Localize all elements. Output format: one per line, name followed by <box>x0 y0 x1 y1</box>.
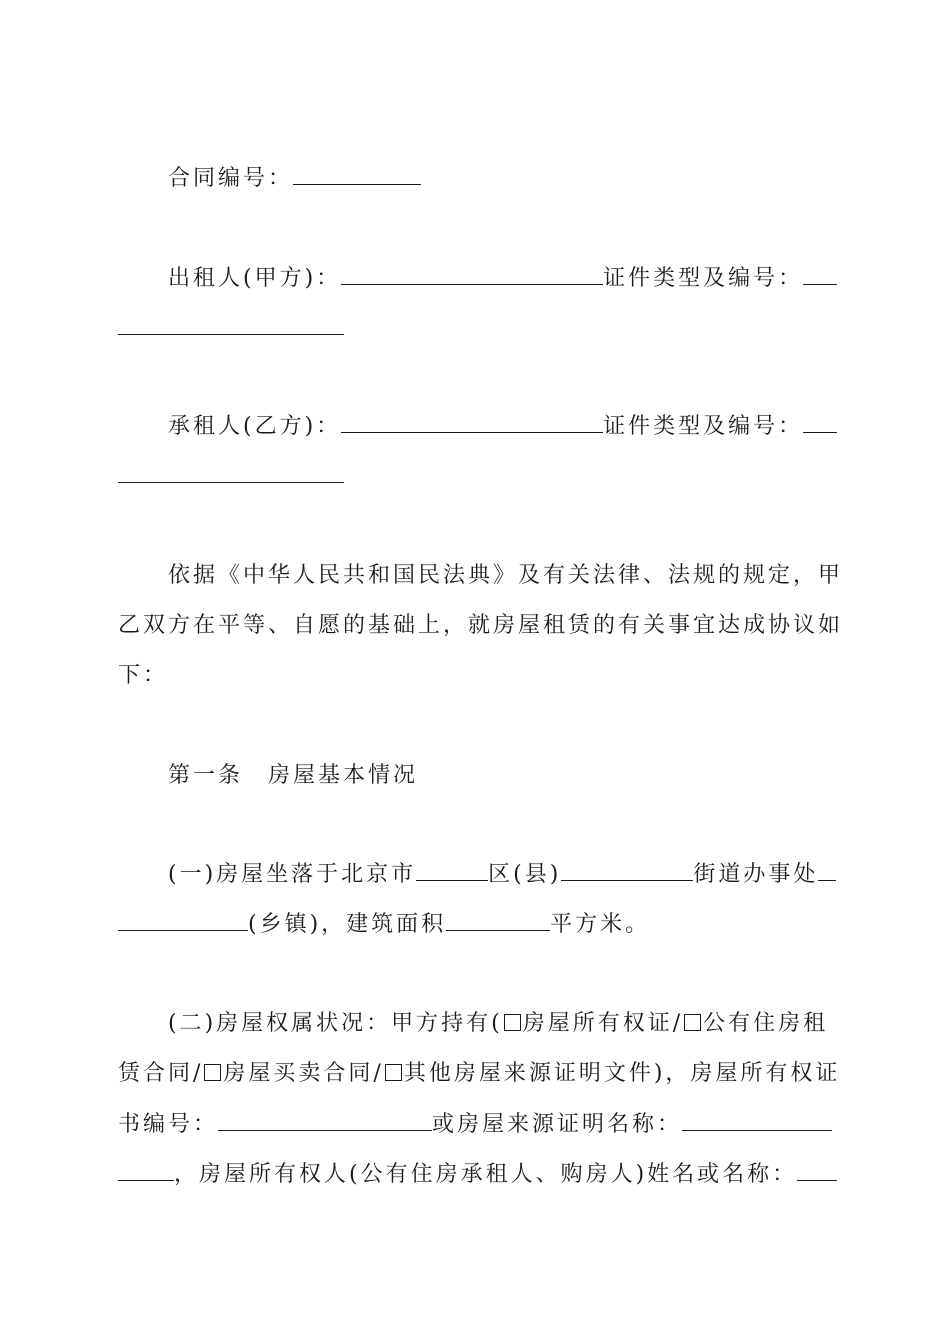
area-field[interactable] <box>446 904 550 931</box>
other-proof-label: 其他房屋来源证明文件)，房屋所有权证 <box>403 1061 841 1086</box>
lessee-id-continuation <box>118 456 344 496</box>
owner-name-label: ，房屋所有权人(公有住房承租人、购房人)姓名或名称： <box>174 1162 798 1187</box>
lessor-label: 出租人(甲方)： <box>168 266 342 291</box>
township-label: (乡镇)，建筑面积 <box>248 912 447 937</box>
item-2-prefix: (二)房屋权属状况：甲方持有( <box>168 1011 503 1036</box>
cert-number-field[interactable] <box>218 1104 432 1131</box>
purchase-contract-label: 房屋买卖合同/ <box>223 1061 384 1086</box>
lessee-id-label: 证件类型及编号： <box>603 414 804 439</box>
public-housing-label: 公有住房租 <box>703 1011 829 1036</box>
item-2-line-2 <box>118 1054 840 1094</box>
township-field-cont[interactable] <box>118 904 248 931</box>
lessor-id-label: 证件类型及编号： <box>603 266 804 291</box>
lessor-id-field-cont[interactable] <box>118 308 344 335</box>
lessor-name-field[interactable] <box>341 258 603 285</box>
contract-number-label: 合同编号： <box>168 166 294 191</box>
preamble-line-2: 乙双方在平等、自愿的基础上，就房屋租赁的有关事宜达成协议如 <box>118 613 844 638</box>
lessee-id-field[interactable] <box>803 406 837 433</box>
lessee-label: 承租人(乙方)： <box>168 414 342 439</box>
proof-name-field[interactable] <box>682 1104 832 1131</box>
street-field[interactable] <box>561 854 693 881</box>
owner-name-field[interactable] <box>797 1154 837 1181</box>
lessee-name-field[interactable] <box>341 406 603 433</box>
proof-name-label: 或房屋来源证明名称： <box>432 1112 683 1137</box>
lessor-id-field[interactable] <box>803 258 837 285</box>
lessor-id-continuation <box>118 308 344 348</box>
district-field[interactable] <box>416 854 488 881</box>
area-unit: 平方米。 <box>550 912 651 937</box>
public-housing-checkbox[interactable] <box>684 1014 701 1031</box>
item-2-line-4 <box>118 1154 837 1194</box>
contract-number-field[interactable] <box>293 158 421 185</box>
township-field[interactable] <box>818 854 836 881</box>
preamble-line-1: 依据《中华人民共和国民法典》及有关法律、法规的规定，甲 <box>168 563 844 588</box>
proof-name-field-cont[interactable] <box>118 1154 174 1181</box>
lessor-line <box>168 258 837 298</box>
ownership-cert-label: 房屋所有权证/ <box>522 1011 684 1036</box>
article-1-heading: 第一条 房屋基本情况 <box>168 763 419 788</box>
contract-number-line <box>168 158 421 198</box>
preamble-line-3: 下： <box>118 663 169 688</box>
item-2-line-2-start: 赁合同/ <box>118 1061 204 1086</box>
item-1-line-1 <box>168 854 836 894</box>
item-1-line-2 <box>118 904 650 944</box>
item-2-line-3 <box>118 1104 832 1144</box>
ownership-cert-checkbox[interactable] <box>504 1014 521 1031</box>
cert-number-label: 书编号： <box>118 1112 219 1137</box>
district-label: 区(县) <box>488 862 562 887</box>
item-2-line-1 <box>168 1004 828 1044</box>
item-1-prefix: (一)房屋坐落于北京市 <box>168 862 417 887</box>
purchase-contract-checkbox[interactable] <box>204 1064 221 1081</box>
lessee-line <box>168 406 837 446</box>
street-label: 街道办事处 <box>693 862 819 887</box>
lessee-id-field-cont[interactable] <box>118 456 344 483</box>
other-proof-checkbox[interactable] <box>385 1064 402 1081</box>
